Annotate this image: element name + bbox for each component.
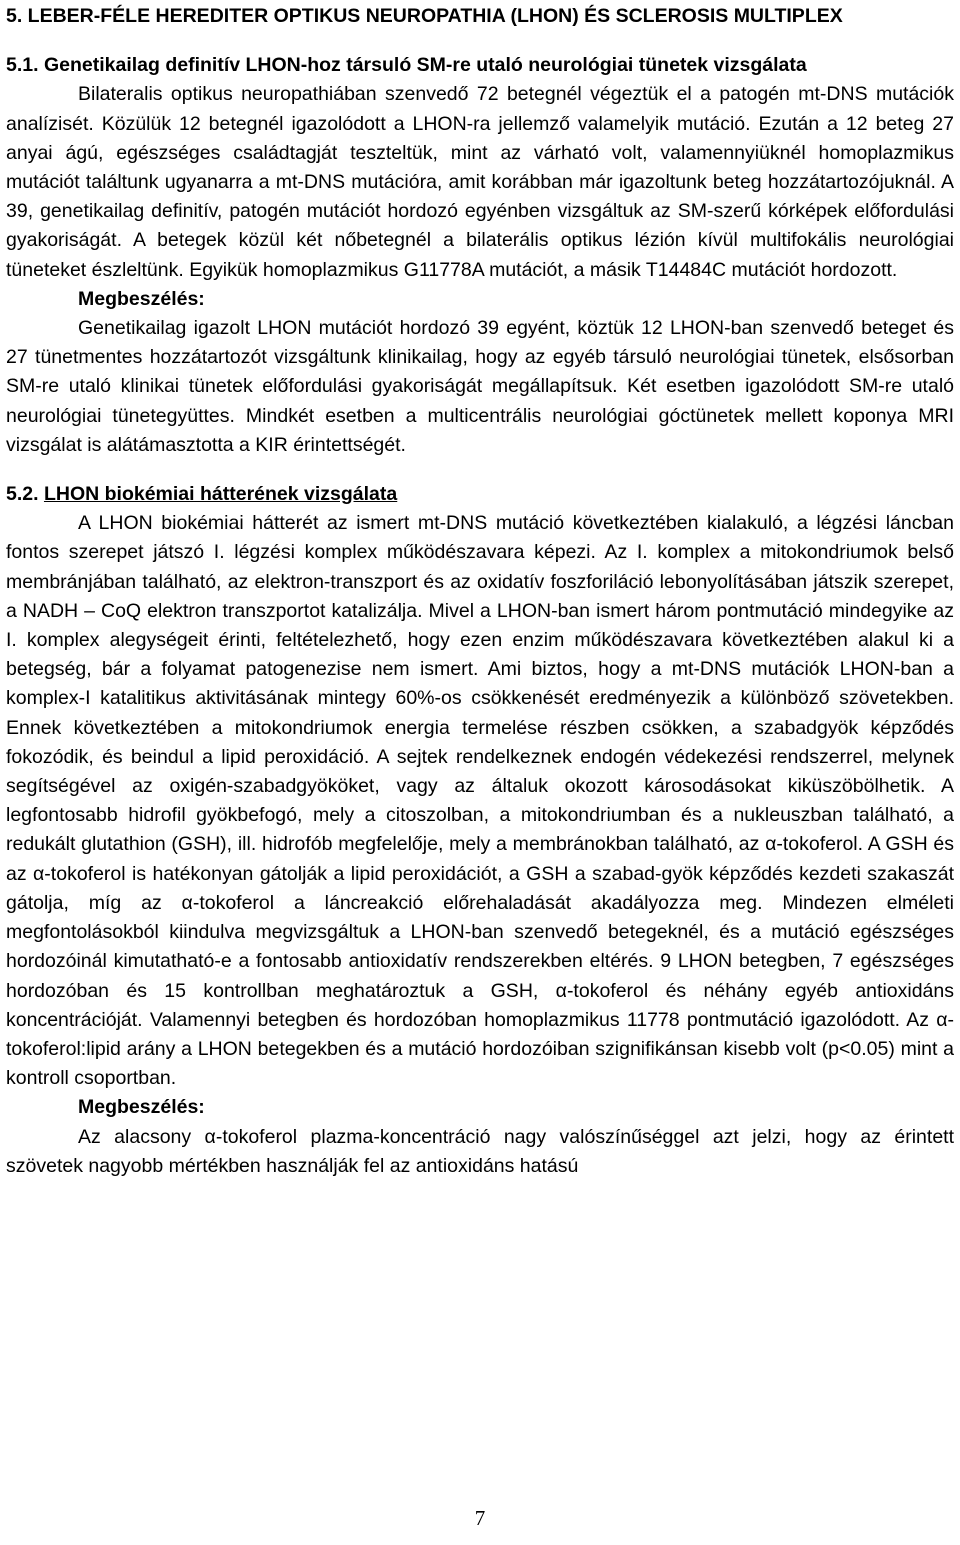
- section-5-2-paragraph: A LHON biokémiai hátterét az ismert mt-DNS mutáció következtében kialakuló, a légzési láncban fontos szerepet játszó I. légzési komplex működészavara képezi. Az I. komplex a mitokondriumok belső membránjában található, az elektron-transzport és az oxidatív foszforiláció lebonyolításában játszik szerepet, a NADH – CoQ elektron transzportot katalizálja. Mivel a LHON-ban ismert három pontmutáció mindegyike az I. komplex alegységeit érinti, feltételezhető, hogy ezen enzim működészavara következtében alakul ki a betegség, bár a folyamat patogenezise nem ismert. Ami biztos, hogy a mt-DNS mutációk LHON-ban a komplex-I katalitikus aktivitásának mintegy 60%-os csökkenését eredményezik a különböző szövetekben. Ennek következtében a mitokondriumok energia termelése részben csökken, a szabadgyök képződés fokozódik, és beindul a lipid peroxidáció. A sejtek rendelkeznek endogén védekezési rendszerrel, melynek segítségével az oxigén-szabadgyököket, vagy az általuk okozott károsodásokat kiküszöbölhetik. A legfontosabb hidrofil gyökbefogó, mely a citoszolban, a mitokondriumban és a nukleuszban található, a redukált glutathion (GSH), ill. hidrofób megfelelője, mely a membránokban található, az α-tokoferol. A GSH és az α-tokoferol is hatékonyan gátolják a lipid peroxidációt, a GSH a szabad-gyök képződés kezdeti szakaszát gátolja, míg az α-tokoferol a láncreakció előrehaladását akadályozza meg. Mindezen elméleti megfontolásokból kiindulva megvizsgáltuk a LHON-ban szenvedő betegeknél, és a mutáció egészséges hordozóinál kimutatható-e a fontosabb antioxidatív rendszerekben eltérés. 9 LHON betegben, 7 egészséges hordozóban és 15 kontrollban meghatároztuk a GSH, α-tokoferol és néhány egyéb antioxidáns koncentrációját. Valamennyi betegben és hordozóban homoplazmikus 11778 pontmutáció igazolódott. Az α-tokoferol:lipid arány a LHON betegekben és a mutáció hordozóiban szignifikánsan kisebb volt (p<0.05) mint a kontroll csoportban.: [6, 512, 954, 1090]
- discussion-label-5-1: Megbeszélés:: [78, 287, 205, 310]
- document-page: [6, 0, 954, 1181]
- discussion-label-5-2: Megbeszélés:: [78, 1096, 205, 1119]
- section-5-2-title: LHON biokémiai hátterének vizsgálata: [43, 483, 398, 506]
- section-5-1-heading: 5.1. Genetikailag definitív LHON-hoz társuló SM-re utaló neurológiai tünetek vizsgálata: [6, 54, 807, 77]
- section-5-2-heading: [6, 480, 954, 509]
- discussion-paragraph-5-1: Genetikailag igazolt LHON mutációt hordozó 39 egyént, köztük 12 LHON-ban szenvedő beteget és 27 tünetmentes hozzátartozót vizsgáltunk klinikailag, hogy az egyéb társuló neurológiai tünetek, elsősorban SM-re utaló klinikai tünetek előfordulási gyakoriságát megállapítsuk. Két esetben igazolódott SM-re utaló neurológiai tünetegyüttes. Mindkét esetben a multicentrális neurológiai góctünetek mellett koponya MRI vizsgálat is alátámasztotta a KIR érintettségét.: [6, 317, 954, 456]
- discussion-paragraph-5-2: Az alacsony α-tokoferol plazma-koncentráció nagy valószínűséggel azt jelzi, hogy az érintett szövetek nagyobb mértékben használják fel az antioxidáns hatású: [6, 1125, 954, 1177]
- section-5-heading: 5. LEBER-FÉLE HEREDITER OPTIKUS NEUROPATHIA (LHON) ÉS SCLEROSIS MULTIPLEX: [6, 5, 843, 27]
- section-5-1-paragraph: Bilateralis optikus neuropathiában szenvedő 72 betegnél végeztük el a patogén mt-DNS mutációk analízisét. Közülük 12 betegnél igazolódott a LHON-ra jellemző valamelyik mutáció. Ezután a 12 beteg 27 anyai ágú, egészséges családtagját teszteltük, mint az várható volt, valamennyiüknél homoplazmikus mutációt találtunk ugyanarra a mt-DNS mutációra, amit korábban már igazoltunk beteg hozzátartozójuknál. A 39, genetikailag definitív, patogén mutációt hordozó egyénben vizsgáltuk az SM-szerű kórképek előfordulási gyakoriságát. A betegek közül két nőbetegnél a bilaterális optikus lézión kívül multifokális neurológiai tüneteket észleltünk. Egyikük homoplazmikus G11778A mutációt, a másik T14484C mutációt hordozott.: [6, 83, 954, 281]
- page-number: 7: [474, 1506, 486, 1530]
- section-5-2-number: 5.2.: [6, 483, 39, 506]
